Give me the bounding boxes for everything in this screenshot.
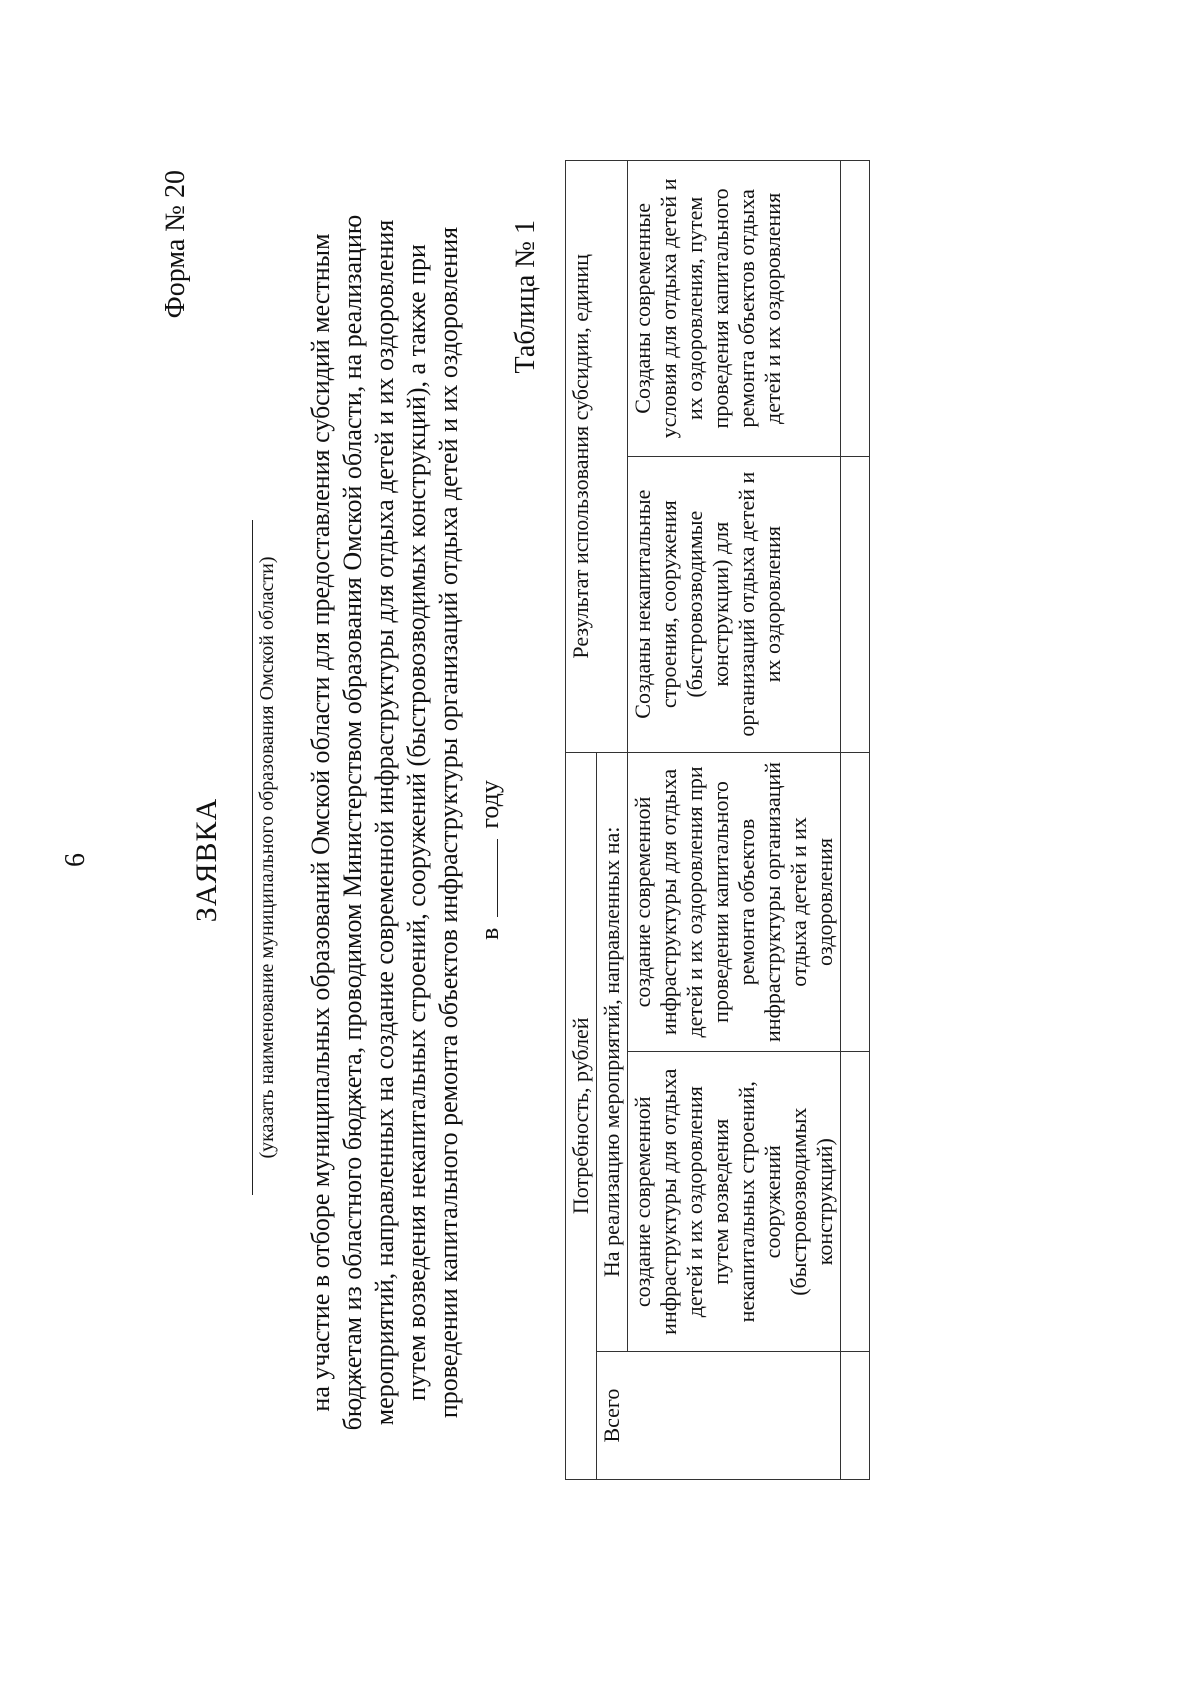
measure-1-header: создание современной инфраструктуры для отдыха детей и их оздоровления путем возведения некапитальных строений, сооружений (быстровозводимых конструкций) [628, 1052, 841, 1352]
table-caption: Таблица № 1 [510, 220, 541, 374]
cell-measure-2 [841, 752, 870, 1052]
cell-total [841, 1352, 870, 1480]
cell-result-2 [841, 161, 870, 457]
table-header-row [566, 161, 597, 1480]
subsidy-table [565, 160, 870, 1480]
measure-2-header: создание современной инфраструктуры для отдыха детей и их оздоровления при проведении капитального ремонта объектов инфраструктуры организаций отдыха детей и их оздоровления [628, 752, 841, 1052]
cell-result-1 [841, 456, 870, 752]
table-row [841, 161, 870, 1480]
rotated-landscape-page [20, 60, 1130, 1660]
year-prefix: в [475, 927, 504, 940]
year-suffix: году [475, 780, 504, 829]
application-purpose-text: на участие в отборе муниципальных образований Омской области для предоставления субсидий местным бюджетам из областного бюджета, проводимом Министерством образования Омской области, на реализацию мероприятий, направленных на создание современной инфраструктуры для отдыха детей и их оздоровления путем возведения некапитальных строений, сооружений (быстровозводимых конструкций), а также при проведении капитального ремонта объектов инфраструктуры организаций отдыха детей и их оздоровления [306, 214, 463, 1431]
total-header: Всего [597, 1352, 841, 1480]
document-title: ЗАЯВКА [190, 797, 223, 923]
table-detail-header-row [628, 161, 841, 1480]
form-number: Форма № 20 [160, 170, 191, 319]
municipality-name-hint: (указать наименование муниципального образования Омской области) [256, 556, 278, 1159]
result-1-header: Созданы некапитальные строения, сооружения (быстровозводимые конструкции) для организаций отдыха детей и их оздоровления [628, 456, 841, 752]
need-header: Потребность, рублей [566, 752, 597, 1479]
measures-header: На реализацию мероприятий, направленных на: [597, 752, 628, 1352]
year-blank-field [475, 839, 498, 917]
page-number: 6 [60, 853, 91, 867]
result-header: Результат использования субсидии, единиц [566, 161, 628, 753]
result-2-header: Созданы современные условия для отдыха детей и их оздоровления, путем проведения капитального ремонта объектов отдыха детей и их оздоровления [628, 161, 841, 457]
cell-measure-1 [841, 1052, 870, 1352]
municipality-name-line [252, 520, 253, 1195]
year-line [475, 60, 505, 1660]
